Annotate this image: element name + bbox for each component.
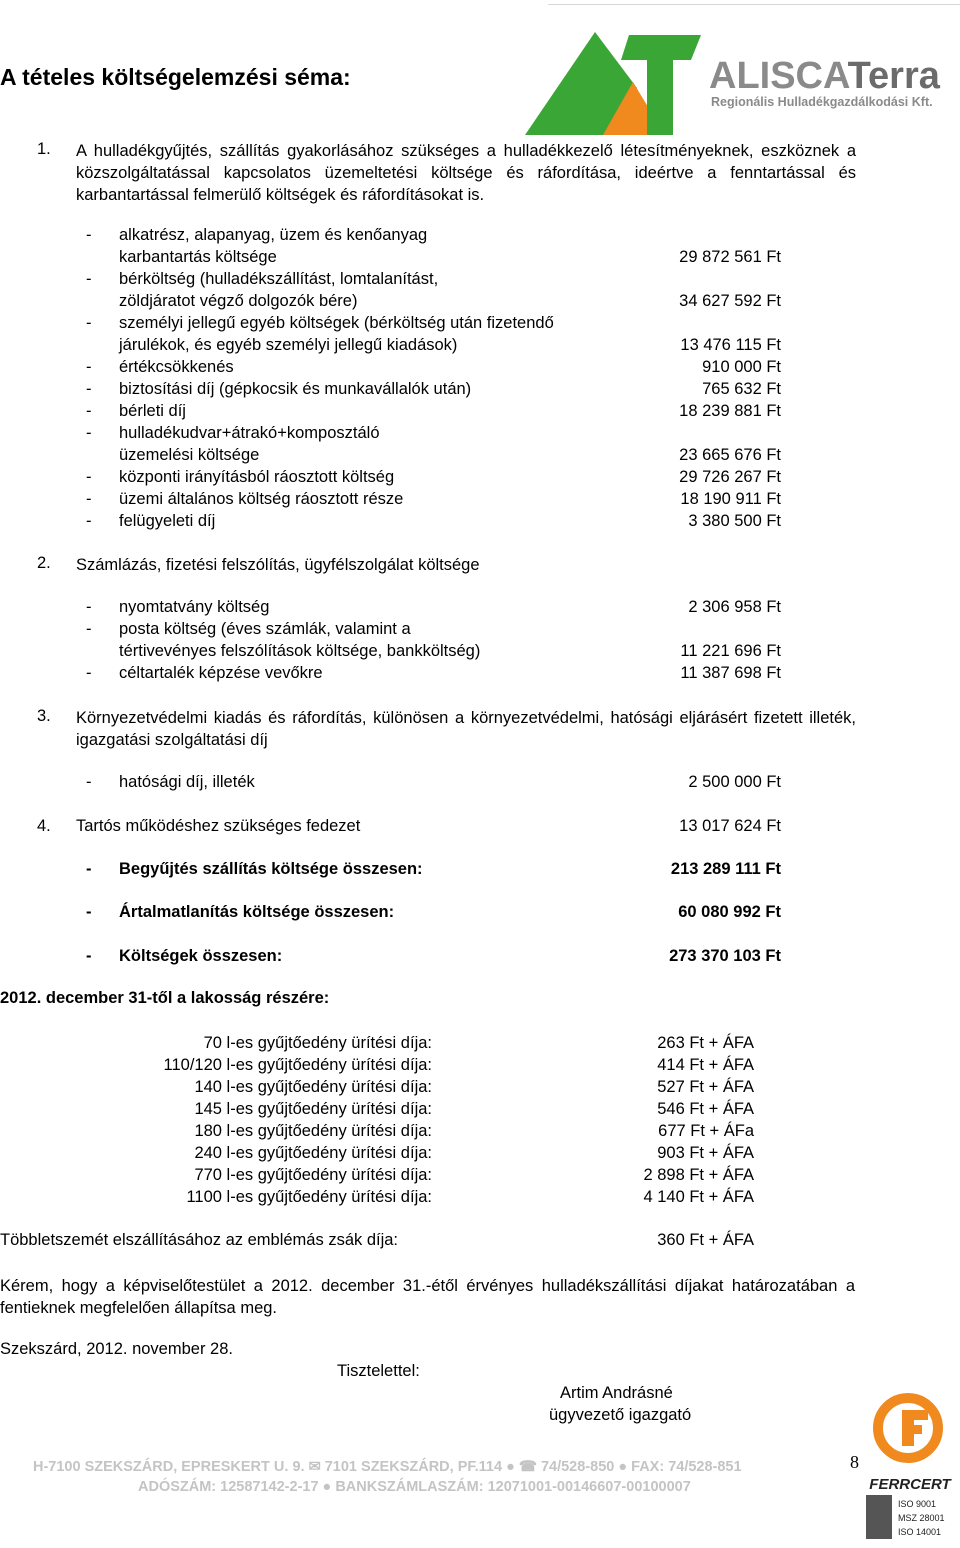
footer-address: H-7100 SZEKSZÁRD, EPRESKERT U. 9. ✉ 7101 SZEKSZÁRD, PF.114 ● ☎ 74/528-850 ● FAX: 74/528-851	[33, 1459, 742, 1475]
item-label: bérköltség (hulladékszállítást, lomtalanítást,	[119, 270, 439, 288]
ferrcert-logo	[862, 1388, 958, 1546]
price-value: 2 898 Ft + ÁFA	[643, 1166, 754, 1184]
section2-number: 2.	[37, 554, 51, 572]
item-amount: 910 000 Ft	[702, 358, 781, 376]
item-label-cont: zöldjáratot végző dolgozók bére)	[119, 292, 358, 310]
prices-heading: 2012. december 31-től a lakosság részére:	[0, 989, 330, 1007]
price-label: 240 l-es gyűjtőedény ürítési díja:	[194, 1144, 432, 1162]
svg-text:ISO 14001: ISO 14001	[898, 1527, 942, 1537]
item-dash: -	[86, 314, 92, 332]
price-value: 903 Ft + ÁFA	[657, 1144, 754, 1162]
total-label: Ártalmatlanítás költsége összesen:	[119, 903, 395, 921]
place-date: Szekszárd, 2012. november 28.	[0, 1340, 233, 1358]
item-label: posta költség (éves számlák, valamint a	[119, 620, 411, 638]
item-amount: 29 872 561 Ft	[679, 248, 781, 266]
signer-title: ügyvezető igazgató	[549, 1406, 692, 1424]
total-dash: -	[86, 947, 92, 965]
item-label: értékcsökkenés	[119, 358, 234, 376]
item-dash: -	[86, 773, 92, 791]
item-label: felügyeleti díj	[119, 512, 216, 530]
header-rule	[548, 4, 960, 5]
price-value: 263 Ft + ÁFA	[657, 1034, 754, 1052]
item-label: hatósági díj, illeték	[119, 773, 255, 791]
signer-name: Artim Andrásné	[560, 1384, 673, 1402]
section1-number: 1.	[37, 140, 51, 158]
section1-text: A hulladékgyűjtés, szállítás gyakorlásához szükséges a hulladékkezelő létesítményeknek, eszköznek a közszolgáltatással kapcsolatos üzemeltetési költsége és ráfordítása, ideértve a fenntartással és karbantartással felmerülő költségek és ráfordításokat is.	[76, 142, 856, 204]
item-amount: 11 387 698 Ft	[680, 664, 781, 682]
section4-text: Tartós működéshez szükséges fedezet	[76, 817, 361, 835]
item-dash: -	[86, 598, 92, 616]
item-dash: -	[86, 270, 92, 288]
item-dash: -	[86, 402, 92, 420]
item-label: nyomtatvány költség	[119, 598, 270, 616]
total-dash: -	[86, 903, 92, 921]
item-dash: -	[86, 664, 92, 682]
item-label: személyi jellegű egyéb költségek (bérköltség után fizetendő	[119, 314, 554, 332]
item-amount: 3 380 500 Ft	[688, 512, 781, 530]
price-value: 527 Ft + ÁFA	[657, 1078, 754, 1096]
item-label-cont: tértivevényes felszólítások költsége, bankköltség)	[119, 642, 481, 660]
total-label: Begyűjtés szállítás költsége összesen:	[119, 860, 423, 878]
section3-text: Környezetvédelmi kiadás és ráfordítás, különösen a környezetvédelmi, hatósági eljárásért fizetett illeték, igazgatási szolgáltatási díj	[76, 709, 856, 749]
item-amount: 34 627 592 Ft	[679, 292, 781, 310]
page-title: A tételes költségelemzési séma:	[0, 64, 351, 90]
page-number: 8	[850, 1452, 859, 1472]
item-amount: 18 190 911 Ft	[680, 490, 781, 508]
item-label-cont: járulékok, és egyéb személyi jellegű kiadások)	[119, 336, 458, 354]
item-dash: -	[86, 380, 92, 398]
item-dash: -	[86, 620, 92, 638]
price-value: 546 Ft + ÁFA	[657, 1100, 754, 1118]
price-label: 180 l-es gyűjtőedény ürítési díja:	[194, 1122, 432, 1140]
item-amount: 29 726 267 Ft	[679, 468, 781, 486]
section4-amount: 13 017 624 Ft	[679, 817, 781, 835]
logo-tagline: Regionális Hulladékgazdálkodási Kft.	[711, 95, 933, 109]
item-label: központi irányításból ráosztott költség	[119, 468, 395, 486]
price-label: 110/120 l-es gyűjtőedény ürítési díja:	[163, 1056, 432, 1074]
item-amount: 18 239 881 Ft	[679, 402, 781, 420]
item-amount: 23 665 676 Ft	[679, 446, 781, 464]
item-amount: 765 632 Ft	[702, 380, 781, 398]
section2-text: Számlázás, fizetési felszólítás, ügyfélszolgálat költsége	[76, 556, 480, 574]
section4-number: 4.	[37, 817, 51, 835]
item-label: üzemi általános költség ráosztott része	[119, 490, 404, 508]
item-amount: 2 500 000 Ft	[688, 773, 781, 791]
item-label: alkatrész, alapanyag, üzem és kenőanyag	[119, 226, 428, 244]
item-label-cont: üzemelési költsége	[119, 446, 260, 464]
item-amount: 11 221 696 Ft	[680, 642, 781, 660]
section3-number: 3.	[37, 707, 51, 725]
alisca-terra-logo	[525, 10, 955, 140]
total-dash: -	[86, 860, 92, 878]
item-dash: -	[86, 424, 92, 442]
svg-text:MSZ 28001: MSZ 28001	[898, 1513, 945, 1523]
item-dash: -	[86, 512, 92, 530]
price-value: 414 Ft + ÁFA	[657, 1056, 754, 1074]
footer-tax: ADÓSZÁM: 12587142-2-17 ● BANKSZÁMLASZÁM: 12071001-00146607-00100007	[138, 1479, 691, 1495]
svg-text:ISO 9001: ISO 9001	[898, 1499, 937, 1509]
item-label: bérleti díj	[119, 402, 186, 420]
price-value: 4 140 Ft + ÁFA	[643, 1188, 754, 1206]
greeting: Tisztelettel:	[337, 1362, 420, 1380]
request-text: Kérem, hogy a képviselőtestület a 2012. december 31.-étől érvényes hulladékszállítási díjakat határozatában a fentieknek megfelelően állapítsa meg.	[0, 1277, 855, 1317]
ferrcert-brand: FERRCERT	[869, 1476, 951, 1493]
price-label: 770 l-es gyűjtőedény ürítési díja:	[194, 1166, 432, 1184]
item-amount: 13 476 115 Ft	[680, 336, 781, 354]
price-label: 1100 l-es gyűjtőedény ürítési díja:	[186, 1188, 432, 1206]
total-label: Költségek összesen:	[119, 947, 283, 965]
price-value: 677 Ft + ÁFa	[658, 1122, 754, 1140]
price-label: 145 l-es gyűjtőedény ürítési díja:	[194, 1100, 432, 1118]
total-amount: 213 289 111 Ft	[670, 860, 781, 878]
item-dash: -	[86, 358, 92, 376]
item-dash: -	[86, 226, 92, 244]
total-amount: 60 080 992 Ft	[678, 903, 781, 921]
logo-brand: ALISCATerra	[709, 55, 940, 97]
item-label: hulladékudvar+átrakó+komposztáló	[119, 424, 380, 442]
total-amount: 273 370 103 Ft	[669, 947, 781, 965]
item-label-cont: karbantartás költsége	[119, 248, 277, 266]
price-label: 70 l-es gyűjtőedény ürítési díja:	[203, 1034, 432, 1052]
item-amount: 2 306 958 Ft	[688, 598, 781, 616]
item-label: biztosítási díj (gépkocsik és munkavállalók után)	[119, 380, 472, 398]
extra-bag-price: 360 Ft + ÁFA	[657, 1231, 754, 1249]
price-label: 140 l-es gyűjtőedény ürítési díja:	[194, 1078, 432, 1096]
item-dash: -	[86, 490, 92, 508]
extra-bag-label: Többletszemét elszállításához az emblémás zsák díja:	[0, 1231, 399, 1249]
item-label: céltartalék képzése vevőkre	[119, 664, 323, 682]
item-dash: -	[86, 468, 92, 486]
